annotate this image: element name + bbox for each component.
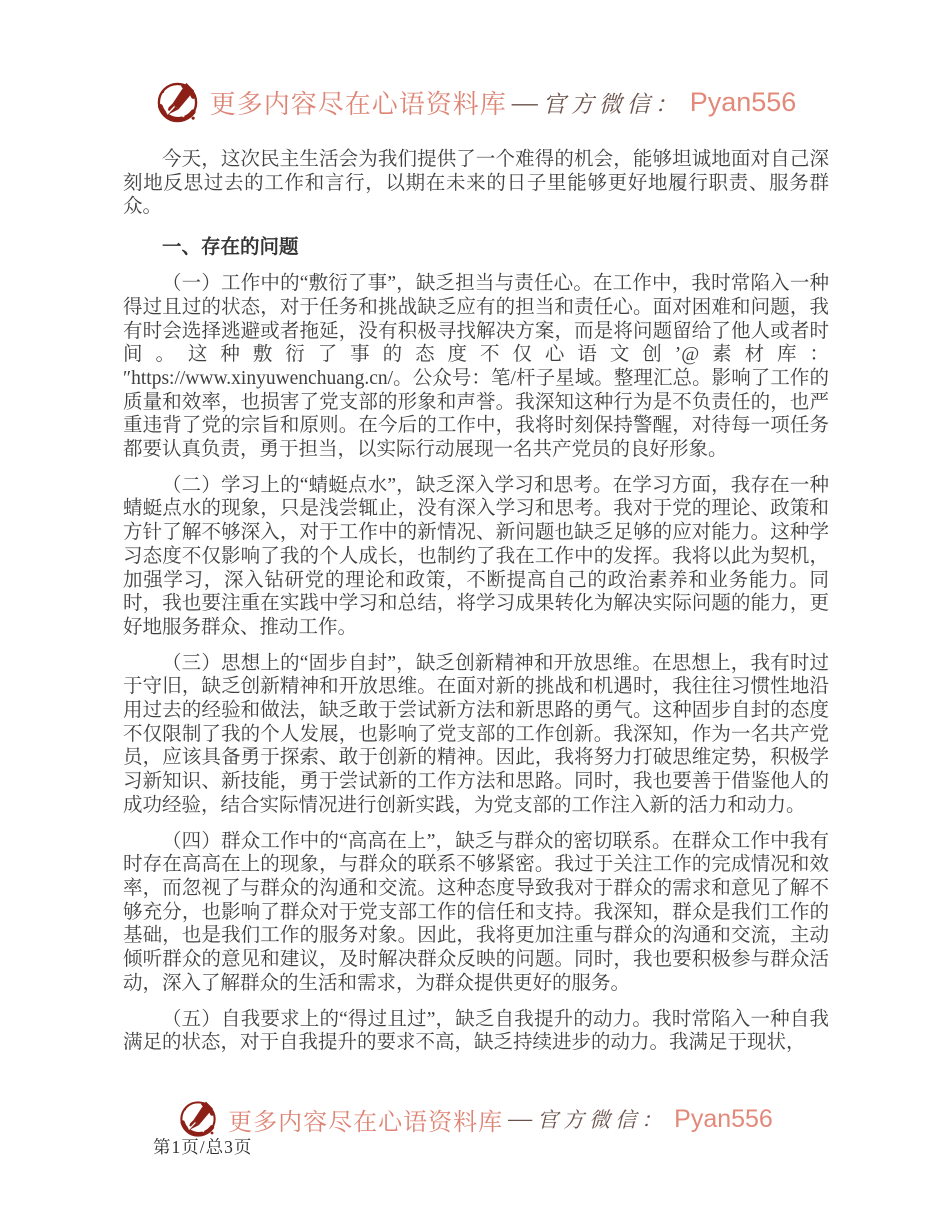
issue-paragraph-1: （一）工作中的“敷衍了事”，缺乏担当与责任心。在工作中，我时常陷入一种得过且过的状态，对于任务和挑战缺乏应有的担当和责任心。面对困难和问题，我有时会选择逃避或者拖延，没有积极寻找解决方案，而是将问题留给了他人或者时间。这种敷衍了事的态度不仅心语文创’@素材库：″https://www.xinyuwenchuang.cn/。公众号：笔/杆子星域。整理汇总。影响了工作的质量和效率，也损害了党支部的形象和声誉。我深知这种行为是不负责任的，也严重违背了党的宗旨和原则。在今后的工作中，我将时刻保持警醒，对待每一项任务都要认真负责，勇于担当，以实际行动展现一名共产党员的良好形象。: [123, 273, 829, 461]
issue-paragraph-5: （五）自我要求上的“得过且过”，缺乏自我提升的动力。我时常陷入一种自我满足的状态，对于自我提升的要求不高，缺乏持续进步的动力。我满足于现状，: [123, 1008, 829, 1054]
watermark-channel-label: 官方微信：: [542, 92, 683, 117]
brand-pen-logo-icon: [177, 1098, 219, 1140]
section-heading: 一、存在的问题: [162, 236, 299, 259]
watermark-dash: —: [508, 1105, 533, 1132]
watermark-channel-label: 官方微信：: [537, 1108, 668, 1132]
watermark-dash: —: [511, 87, 538, 117]
page-number: 第1页/总3页: [153, 1137, 253, 1157]
footer-watermark: [0, 1098, 950, 1140]
issue-paragraph-2: （二）学习上的“蜻蜓点水”，缺乏深入学习和思考。在学习方面，我存在一种蜻蜓点水的现象，只是浅尝辄止，没有深入学习和思考。我对于党的理论、政策和方针了解不够深入，对于工作中的新情况、新问题也缺乏足够的应对能力。这种学习态度不仅影响了我的个人成长，也制约了我在工作中的发挥。我将以此为契机，加强学习，深入钻研党的理论和政策，不断提高自己的政治素养和业务能力。同时，我也要注重在实践中学习和总结，将学习成果转化为解决实际问题的能力，更好地服务群众、推动工作。: [123, 474, 829, 638]
issue-paragraph-3: （三）思想上的“固步自封”，缺乏创新精神和开放思维。在思想上，我有时过于守旧，缺乏创新精神和开放思维。在面对新的挑战和机遇时，我往往习惯性地沿用过去的经验和做法，缺乏敢于尝试新方法和新思路的勇气。这种固步自封的态度不仅限制了我的个人发展，也影响了党支部的工作创新。我深知，作为一名共产党员，应该具备勇于探索、敢于创新的精神。因此，我将努力打破思维定势，积极学习新知识、新技能，勇于尝试新的工作方法和思路。同时，我也要善于借鉴他人的成功经验，结合实际情况进行创新实践，为党支部的工作注入新的活力和动力。: [123, 652, 829, 816]
watermark-channel-id: Pyan556: [689, 87, 797, 117]
watermark-brand-text: 更多内容尽在心语资料库: [209, 90, 507, 119]
brand-pen-logo-icon: [154, 79, 201, 126]
issue-paragraph-4: （四）群众工作中的“高高在上”，缺乏与群众的密切联系。在群众工作中我有时存在高高在上的现象，与群众的联系不够紧密。我过于关注工作的完成情况和效率，而忽视了与群众的沟通和交流。这种态度导致我对于群众的需求和意见了解不够充分，也影响了群众对于党支部工作的信任和支持。我深知，群众是我们工作的基础，也是我们工作的服务对象。因此，我将更加注重与群众的沟通和交流，主动倾听群众的意见和建议，及时解决群众反映的问题。同时，我也要积极参与群众活动，深入了解群众的生活和需求，为群众提供更好的服务。: [123, 830, 829, 994]
watermark-channel-id: Pyan556: [674, 1104, 773, 1133]
header-watermark: [0, 79, 950, 126]
watermark-brand-text: 更多内容尽在心语资料库: [228, 1109, 504, 1136]
intro-paragraph: 今天，这次民主生活会为我们提供了一个难得的机会，能够坦诚地面对自己深刻地反思过去的工作和言行，以期在未来的日子里能够更好地履行职责、服务群众。: [123, 149, 829, 218]
document-body: [123, 148, 829, 1067]
